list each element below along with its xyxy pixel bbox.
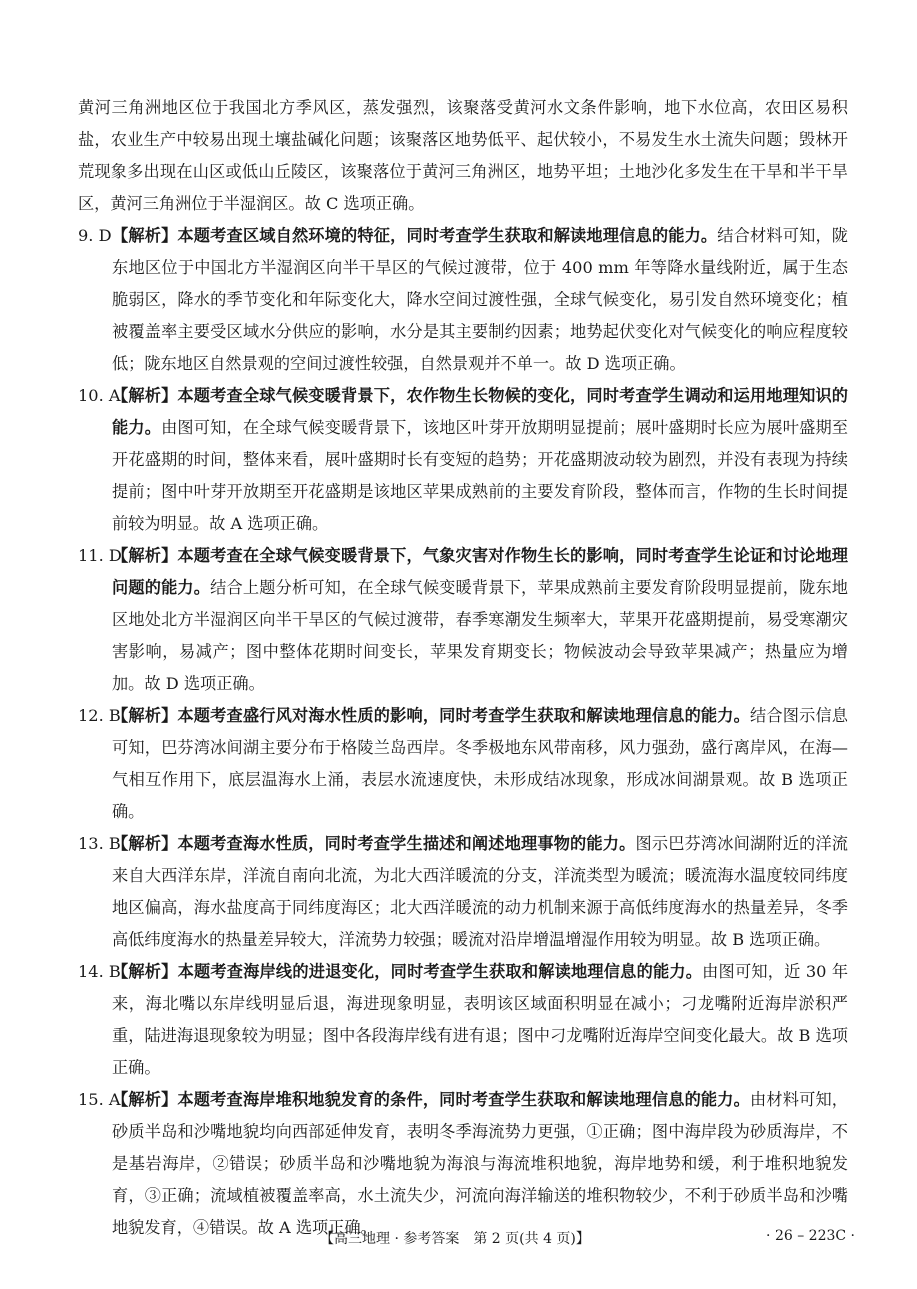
- answer-number: 13. B: [78, 834, 121, 853]
- intro-paragraph: 黄河三角洲地区位于我国北方季风区，蒸发强烈，该聚落受黄河水文条件影响，地下水位高，农田区易积盐，农业生产中较易出现土壤盐碱化问题；该聚落区地势低平、起伏较小，不易发生水土流失问题；毁林开荒现象多出现在山区或低山丘陵区，该聚落位于黄河三角洲区，地势平坦；土地沙化多发生在干旱和半干旱区，黄河三角洲位于半湿润区。故 C 选项正确。: [78, 98, 848, 213]
- answer-item: [78, 220, 848, 380]
- answer-content: [78, 92, 848, 1244]
- answer-number: 14. B: [78, 962, 121, 981]
- answer-analysis-body: 由图可知，近 30 年来，海北嘴以东岸线明显后退，海进现象明显，表明该区域面积明显在减小；刁龙嘴附近海岸淤积严重，陆进海退现象较为明显；图中各段海岸线有进有退；图中刁龙嘴附近海岸空间变化最大。故 B 选项正确。: [112, 962, 849, 1077]
- answer-analysis-body: 结合图示信息可知，巴芬湾冰间湖主要分布于格陵兰岛西岸。冬季极地东风带南移，风力强劲，盛行离岸风，在海—气相互作用下，底层温海水上涌，表层水流速度快，未形成结冰现象，形成冰间湖景观。故 B 选项正确。: [112, 706, 848, 821]
- answer-analysis-lead: 【解析】本题考查海水性质，同时考查学生描述和阐述地理事物的能力。: [112, 834, 636, 853]
- answer-number: 9. D: [78, 226, 112, 245]
- answer-analysis-lead: 【解析】本题考查盛行风对海水性质的影响，同时考查学生获取和解读地理信息的能力。: [112, 706, 751, 725]
- answer-analysis-body: 图示巴芬湾冰间湖附近的洋流来自大西洋东岸，洋流自南向北流，为北大西洋暖流的分支，洋流类型为暖流；暖流海水温度较同纬度地区偏高，海水盐度高于同纬度海区；北大西洋暖流的动力机制来源于高低纬度海水的热量差异，冬季高低纬度海水的热量差异较大，洋流势力较强；暖流对沿岸增温增湿作用较为明显。故 B 选项正确。: [112, 834, 848, 949]
- footer-code: · 26 – 223C ·: [766, 1228, 855, 1244]
- answer-analysis-lead: 【解析】本题考查区域自然环境的特征，同时考查学生获取和解读地理信息的能力。: [112, 226, 718, 245]
- answer-analysis-body: 由图可知，在全球气候变暖背景下，该地区叶芽开放期明显提前；展叶盛期时长应为展叶盛期至开花盛期的时间，整体来看，展叶盛期时长有变短的趋势；开花盛期波动较为剧烈，并没有表现为持续提前；图中叶芽开放期至开花盛期是该地区苹果成熟前的主要发育阶段，整体而言，作物的生长时间提前较为明显。故 A 选项正确。: [112, 418, 848, 533]
- answer-number: 11. D: [78, 546, 122, 565]
- answer-item: [78, 828, 848, 956]
- answer-list: [78, 220, 848, 1244]
- answer-analysis-body: 结合上题分析可知，在全球气候变暖背景下，苹果成熟前主要发育阶段明显提前，陇东地区地处北方半湿润区向半干旱区的气候过渡带，春季寒潮发生频率大，苹果开花盛期提前，易受寒潮灾害影响，易减产；图中整体花期时间变长，苹果发育期变长；物候波动会导致苹果减产；热量应为增加。故 D 选项正确。: [112, 578, 848, 693]
- answer-item: [78, 540, 848, 700]
- answer-analysis-lead: 【解析】本题考查海岸线的进退变化，同时考查学生获取和解读地理信息的能力。: [112, 962, 703, 981]
- page-footer: [0, 1228, 917, 1256]
- answer-number: 15. A: [78, 1090, 121, 1109]
- answer-analysis-lead: 【解析】本题考查海岸堆积地貌发育的条件，同时考查学生获取和解读地理信息的能力。: [112, 1090, 751, 1109]
- answer-number: 10. A: [78, 386, 121, 405]
- answer-number: 12. B: [78, 706, 121, 725]
- footer-page-info: 【高三地理 · 参考答案 第 2 页(共 4 页)】: [320, 1231, 590, 1247]
- answer-item: [78, 380, 848, 540]
- answer-analysis-lead: 【解析】本题考查在全球气候变暖背景下，气象灾害对作物生长的影响，同时考查学生论证和讨论地理问题的能力。: [112, 546, 848, 597]
- answer-item: [78, 1084, 848, 1244]
- answer-item: [78, 700, 848, 828]
- answer-analysis-body: 由材料可知，砂质半岛和沙嘴地貌均向西部延伸发育，表明冬季海流势力更强，①正确；图中海岸段为砂质海岸，不是基岩海岸，②错误；砂质半岛和沙嘴地貌为海浪与海流堆积地貌，海岸地势和缓，利于堆积地貌发育，③正确；流域植被覆盖率高，水土流失少，河流向海洋输送的堆积物较少，不利于砂质半岛和沙嘴地貌发育，④错误。故 A 选项正确。: [112, 1090, 848, 1237]
- answer-analysis-lead: 【解析】本题考查全球气候变暖背景下，农作物生长物候的变化，同时考查学生调动和运用地理知识的能力。: [112, 386, 848, 437]
- answer-item: [78, 956, 848, 1084]
- answer-analysis-body: 结合材料可知，陇东地区位于中国北方半湿润区向半干旱区的气候过渡带，位于 400 mm 年等降水量线附近，属于生态脆弱区，降水的季节变化和年际变化大，降水空间过渡性强，全球气候变化，易引发自然环境变化；植被覆盖率主要受区域水分供应的影响，水分是其主要制约因素；地势起伏变化对气候变化的响应程度较低；陇东地区自然景观的空间过渡性较强，自然景观并不单一。故 D 选项正确。: [112, 226, 848, 373]
